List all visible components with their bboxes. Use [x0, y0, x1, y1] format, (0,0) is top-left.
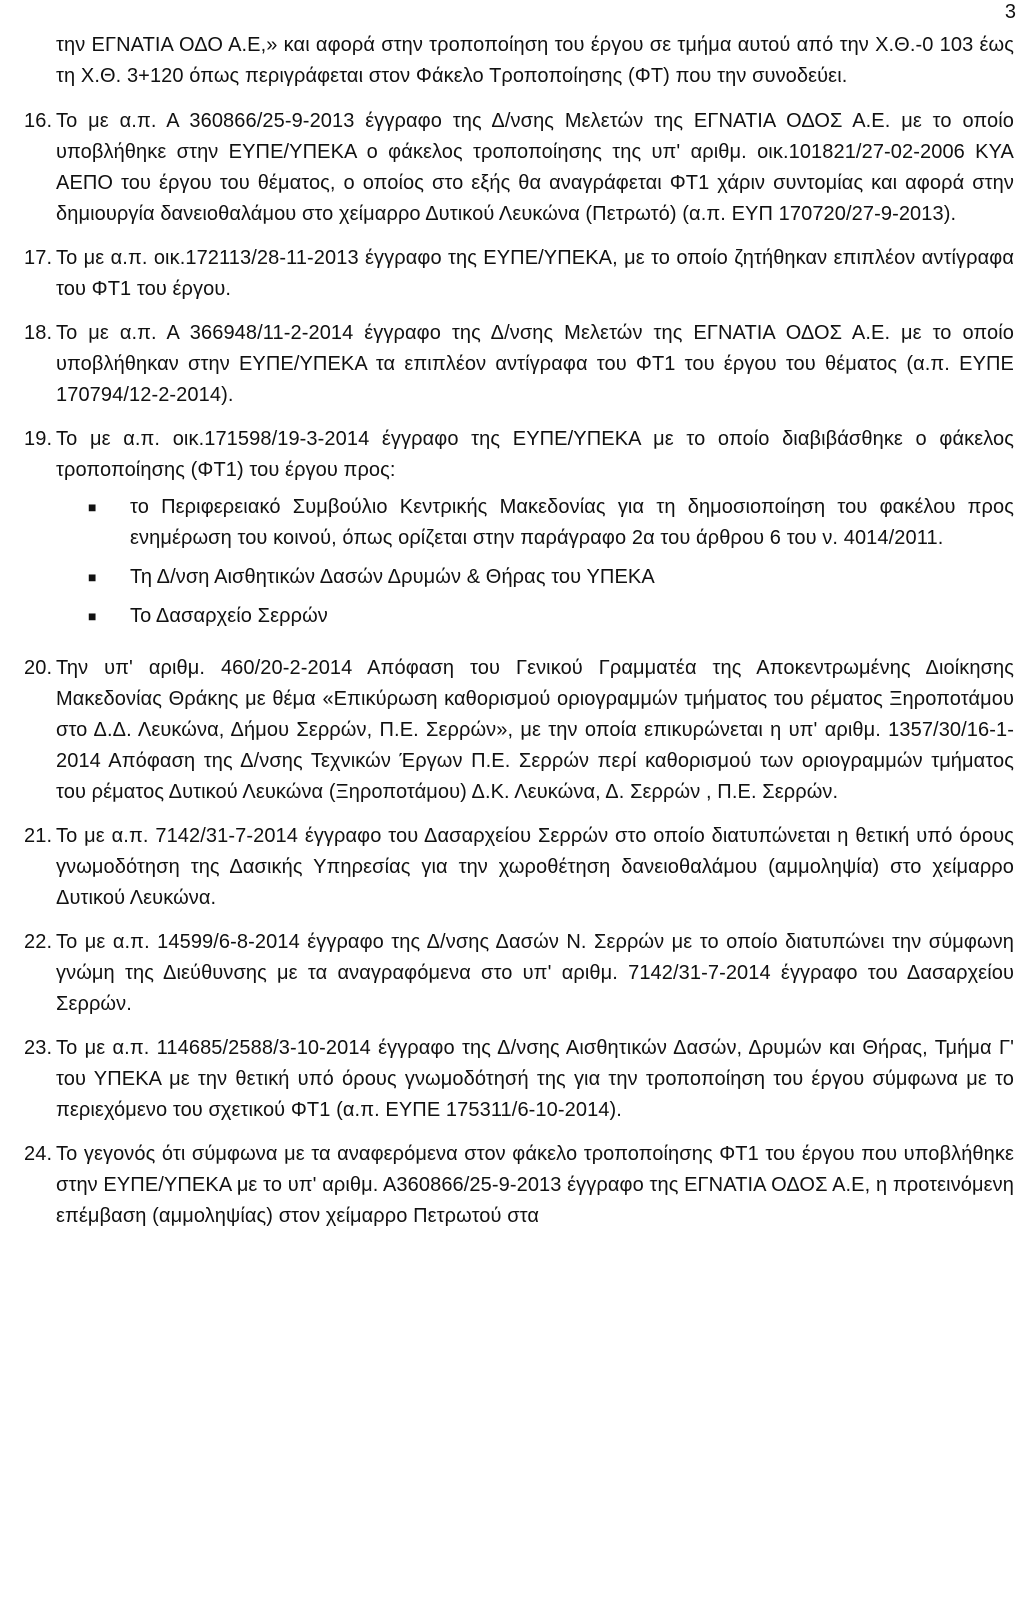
item-text: Το με α.π. 7142/31-7-2014 έγγραφο του Δασαρχείου Σερρών στο οποίο διατυπώνεται η θετική υπό όρους γνωμοδότηση της Δασικής Υπηρεσίας για την χωροθέτηση δανειοθαλάμου (αμμοληψία) στο χείμαρρο Δυτικού Λευκώνα.: [56, 825, 1014, 909]
item-body: [56, 927, 1014, 1020]
item-body: [56, 653, 1014, 808]
item-text: Το με α.π. Α 360866/25-9-2013 έγγραφο της Δ/νσης Μελετών της ΕΓΝΑΤΙΑ ΟΔΟΣ Α.Ε. με το οποίο υποβλήθηκε στην ΕΥΠΕ/ΥΠΕΚΑ ο φάκελος τροποποίησης της υπ' αριθμ. οικ.101821/27-02-2006 ΚΥΑ ΑΕΠΟ του έργου του θέματος, ο οποίος στο εξής θα αναγράφεται ΦΤ1 χάριν συντομίας και αφορά στην δημιουργία δανειοθαλάμου στο χείμαρρο Δυτικού Λευκώνα (Πετρωτό) (α.π. ΕΥΠ 170720/27-9-2013).: [56, 110, 1014, 225]
item-number: 23.: [24, 1037, 53, 1059]
item-number: 21.: [24, 825, 53, 847]
list-item: [24, 821, 1014, 914]
item-body: [56, 106, 1014, 230]
item-body: [56, 424, 1014, 640]
item-text: Το με α.π. Α 366948/11-2-2014 έγγραφο της Δ/νσης Μελετών της ΕΓΝΑΤΙΑ ΟΔΟΣ Α.Ε. με το οποίο υποβλήθηκαν στην ΕΥΠΕ/ΥΠΕΚΑ τα επιπλέον αντίγραφα του ΦΤ1 του έργου του θέματος (α.π. ΕΥΠΕ 170794/12-2-2014).: [56, 322, 1014, 406]
item-body: [56, 821, 1014, 914]
item-number: 18.: [24, 322, 53, 344]
item-body: [56, 243, 1014, 305]
bullet-square-icon: ■: [88, 499, 97, 515]
item-body: [56, 318, 1014, 411]
item-text: Το με α.π. οικ.171598/19-3-2014 έγγραφο της ΕΥΠΕ/ΥΠΕΚΑ με το οποίο διαβιβάσθηκε ο φάκελος τροποποίησης (ΦΤ1) του έργου προς:: [56, 428, 1014, 481]
item-number: 19.: [24, 428, 53, 450]
item-text: Το γεγονός ότι σύμφωνα με τα αναφερόμενα στον φάκελο τροποποίησης ΦΤ1 του έργου που υποβλήθηκε στην ΕΥΠΕ/ΥΠΕΚΑ με το υπ' αριθμ. Α360866/25-9-2013 έγγραφο της ΕΓΝΑΤΙΑ ΟΔΟΣ Α.Ε, η προτεινόμενη επέμβαση (αμμοληψίας) στον χείμαρρο Πετρωτού στα: [56, 1143, 1014, 1227]
bullet-item: [56, 492, 1014, 554]
intro-paragraph: την ΕΓΝΑΤΙΑ ΟΔΟ Α.Ε,» και αφορά στην τροποποίηση του έργου σε τμήμα αυτού από την Χ.Θ.-0 103 έως τη Χ.Θ. 3+120 όπως περιγράφεται στον Φάκελο Τροποποίησης (ΦΤ) που την συνοδεύει.: [56, 34, 1014, 87]
bullet-text: Τη Δ/νση Αισθητικών Δασών Δρυμών & Θήρας του ΥΠΕΚΑ: [130, 566, 655, 588]
list-item: [24, 1139, 1014, 1232]
page-number: 3: [1004, 1, 1016, 23]
list-item: [24, 653, 1014, 808]
item-text: Το με α.π. 14599/6-8-2014 έγγραφο της Δ/νσης Δασών Ν. Σερρών με το οποίο διατυπώνει την σύμφωνη γνώμη της Διεύθυνσης με τα αναγραφόμενα στο υπ' αριθμ. 7142/31-7-2014 έγγραφο του Δασαρχείου Σερρών.: [56, 931, 1014, 1015]
bullet-square-icon: ■: [88, 569, 97, 585]
document-body: [24, 30, 1014, 1245]
list-item: [24, 106, 1014, 230]
list-item: [24, 424, 1014, 640]
list-item: [24, 1033, 1014, 1126]
item-text: Το με α.π. οικ.172113/28-11-2013 έγγραφο της ΕΥΠΕ/ΥΠΕΚΑ, με το οποίο ζητήθηκαν επιπλέον αντίγραφα του ΦΤ1 του έργου.: [56, 247, 1014, 300]
list-item: [24, 243, 1014, 305]
bullet-text: το Περιφερειακό Συμβούλιο Κεντρικής Μακεδονίας για τη δημοσιοποίηση του φακέλου προς ενημέρωση του κοινού, όπως ορίζεται στην παράγραφο 2α του άρθρου 6 του ν. 4014/2011.: [130, 496, 1014, 549]
item-number: 22.: [24, 931, 53, 953]
list-item: [24, 927, 1014, 1020]
item-text: Το με α.π. 114685/2588/3-10-2014 έγγραφο της Δ/νσης Αισθητικών Δασών, Δρυμών και Θήρας, Τμήμα Γ' του ΥΠΕΚΑ με την θετική υπό όρους γνωμοδότησή της για την τροποποίηση του έργου σύμφωνα με το περιεχόμενο του σχετικού ΦΤ1 (α.π. ΕΥΠΕ 175311/6-10-2014).: [56, 1037, 1014, 1121]
bullet-item: [56, 562, 1014, 593]
bullet-list: [56, 492, 1014, 632]
item-body: [56, 1033, 1014, 1126]
item-number: 16.: [24, 110, 53, 132]
item-text: Την υπ' αριθμ. 460/20-2-2014 Απόφαση του Γενικού Γραμματέα της Αποκεντρωμένης Διοίκησης Μακεδονίας Θράκης με θέμα «Επικύρωση καθορισμού οριογραμμών τμήματος του ρέματος Ξηροποτάμου στο Δ.Δ. Λευκώνα, Δήμου Σερρών, Π.Ε. Σερρών», με την οποία επικυρώνεται η υπ' αριθμ. 1357/30/16-1-2014 Απόφαση της Δ/νσης Τεχνικών Έργων Π.Ε. Σερρών περί καθορισμού των οριογραμμών τμήματος του ρέματος Δυτικού Λευκώνα (Ξηροποτάμου) Δ.Κ. Λευκώνα, Δ. Σερρών , Π.Ε. Σερρών.: [56, 657, 1014, 803]
bullet-square-icon: ■: [88, 608, 97, 624]
bullet-text: Το Δασαρχείο Σερρών: [130, 605, 328, 627]
item-number: 20.: [24, 657, 53, 679]
numbered-list: [24, 106, 1014, 1232]
list-item: [24, 318, 1014, 411]
item-number: 17.: [24, 247, 53, 269]
item-number: 24.: [24, 1143, 53, 1165]
item-body: [56, 1139, 1014, 1232]
bullet-item: [56, 601, 1014, 632]
